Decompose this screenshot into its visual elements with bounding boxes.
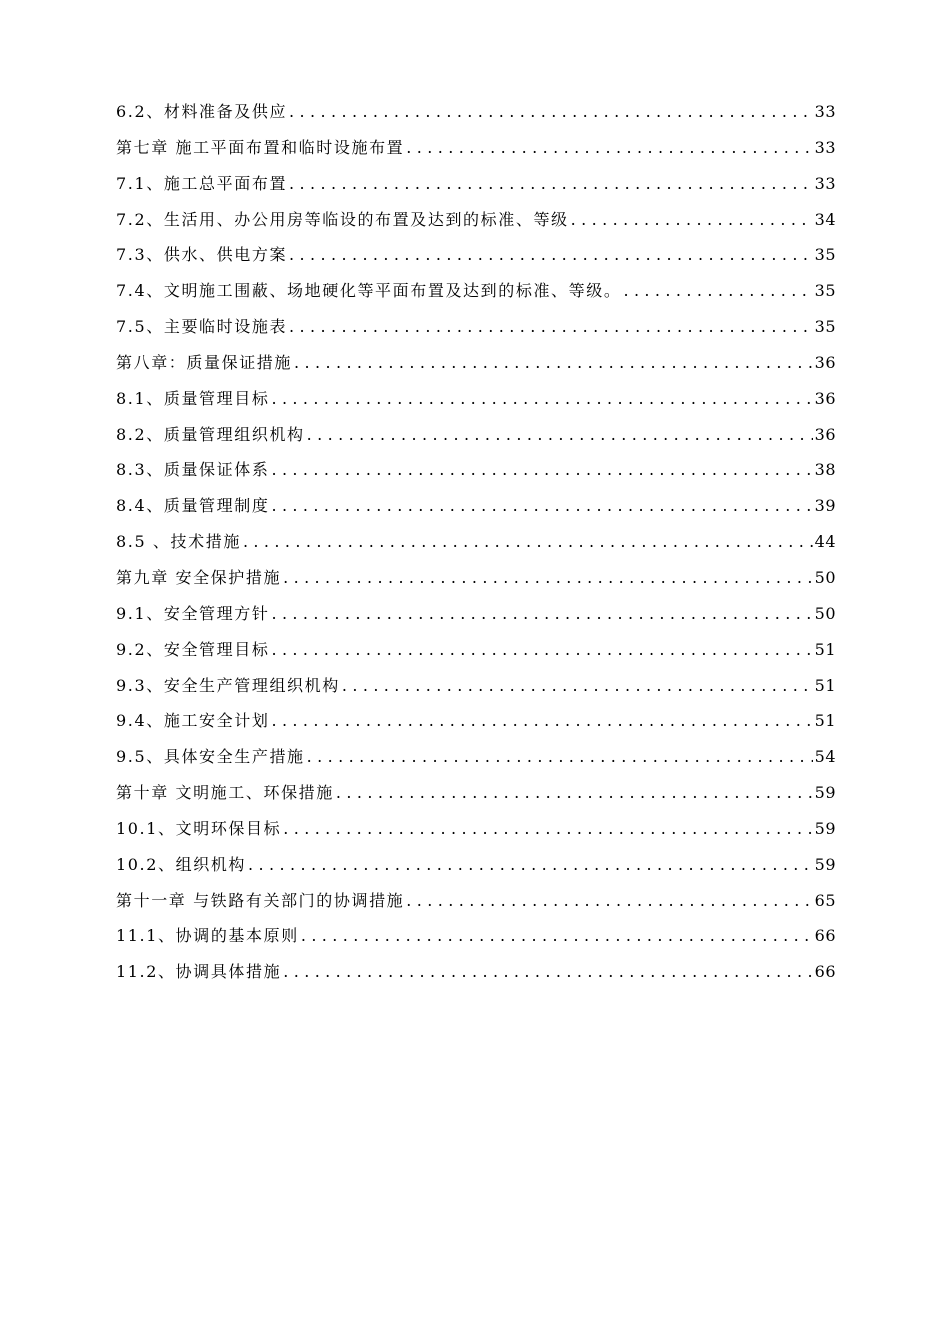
toc-entry-title: 8.1、质量管理目标 [116, 388, 270, 408]
toc-entry-title: 11.1、协调的基本原则 [116, 926, 299, 946]
toc-dot-leader [248, 851, 813, 879]
toc-dot-leader [289, 313, 813, 341]
toc-entry[interactable] [116, 564, 836, 600]
toc-dot-leader [289, 170, 813, 198]
toc-page-number: 39 [814, 496, 836, 516]
toc-entry[interactable] [116, 528, 836, 564]
toc-entry[interactable] [116, 313, 836, 349]
toc-dot-leader [271, 385, 812, 413]
toc-dot-leader [342, 672, 813, 700]
toc-dot-leader [283, 958, 812, 986]
toc-entry[interactable] [116, 600, 836, 636]
toc-entry[interactable] [116, 887, 836, 923]
toc-entry[interactable] [116, 636, 836, 672]
toc-entry[interactable] [116, 815, 836, 851]
toc-dot-leader [294, 349, 813, 377]
toc-entry-title: 9.3、安全生产管理组织机构 [116, 675, 340, 695]
toc-entry[interactable] [116, 958, 836, 994]
toc-entry[interactable] [116, 779, 836, 815]
toc-entry-title: 9.4、施工安全计划 [116, 711, 270, 731]
toc-dot-leader [307, 421, 813, 449]
toc-entry-title: 10.2、组织机构 [116, 854, 247, 874]
toc-page-number: 51 [814, 711, 836, 731]
toc-dot-leader [307, 743, 813, 771]
toc-entry-title: 7.5、主要临时设施表 [116, 317, 288, 337]
toc-entry-title: 第八章：质量保证措施 [116, 352, 293, 372]
toc-entry[interactable] [116, 170, 836, 206]
toc-entry-title: 9.1、安全管理方针 [116, 603, 270, 623]
table-of-contents [116, 98, 836, 994]
toc-entry[interactable] [116, 241, 836, 277]
toc-dot-leader [271, 456, 812, 484]
toc-entry[interactable] [116, 349, 836, 385]
toc-dot-leader [571, 206, 813, 234]
toc-entry[interactable] [116, 851, 836, 887]
toc-page-number: 33 [814, 102, 836, 121]
toc-entry[interactable] [116, 134, 836, 170]
toc-dot-leader [271, 636, 812, 664]
toc-entry[interactable] [116, 922, 836, 958]
toc-dot-leader [289, 98, 813, 126]
toc-entry-title: 7.2、生活用、办公用房等临设的布置及达到的标准、等级 [116, 209, 569, 229]
toc-page-number: 66 [814, 962, 836, 982]
toc-page-number: 35 [814, 317, 836, 337]
toc-page-number: 51 [814, 675, 836, 695]
toc-dot-leader [406, 887, 812, 915]
toc-entry-title: 第七章 施工平面布置和临时设施布置 [116, 137, 405, 157]
toc-entry[interactable] [116, 98, 836, 134]
toc-entry-title: 11.2、协调具体措施 [116, 962, 282, 982]
toc-page-number: 65 [814, 890, 836, 910]
toc-entry[interactable] [116, 385, 836, 421]
toc-page-number: 50 [814, 603, 836, 623]
toc-entry[interactable] [116, 421, 836, 457]
toc-entry-title: 第十章 文明施工、环保措施 [116, 783, 334, 803]
toc-entry-title: 6.2、材料准备及供应 [116, 102, 288, 121]
toc-dot-leader [271, 600, 812, 628]
toc-entry-title: 8.2、质量管理组织机构 [116, 424, 305, 444]
toc-page-number: 66 [814, 926, 836, 946]
toc-entry[interactable] [116, 456, 836, 492]
toc-dot-leader [271, 492, 812, 520]
toc-page-number: 36 [814, 424, 836, 444]
toc-page-number: 35 [814, 245, 836, 265]
toc-page-number: 51 [814, 639, 836, 659]
toc-entry[interactable] [116, 206, 836, 242]
toc-page-number: 33 [814, 173, 836, 193]
toc-entry-title: 8.4、质量管理制度 [116, 496, 270, 516]
toc-entry-title: 第九章 安全保护措施 [116, 567, 282, 587]
toc-entry[interactable] [116, 492, 836, 528]
toc-entry-title: 8.5 、技术措施 [116, 532, 241, 552]
toc-entry-title: 7.3、供水、供电方案 [116, 245, 288, 265]
toc-entry-title: 7.1、施工总平面布置 [116, 173, 288, 193]
toc-page-number: 44 [814, 532, 836, 552]
toc-entry[interactable] [116, 277, 836, 313]
toc-page-number: 59 [814, 854, 836, 874]
toc-page-number: 36 [814, 388, 836, 408]
toc-dot-leader [301, 922, 813, 950]
toc-page-number: 54 [814, 747, 836, 767]
toc-entry-title: 10.1、文明环保目标 [116, 818, 282, 838]
toc-dot-leader [283, 564, 813, 592]
toc-dot-leader [406, 134, 812, 162]
toc-entry[interactable] [116, 672, 836, 708]
toc-dot-leader [271, 707, 812, 735]
toc-entry[interactable] [116, 707, 836, 743]
toc-page-number: 35 [814, 281, 836, 301]
toc-dot-leader [283, 815, 812, 843]
toc-dot-leader [243, 528, 813, 556]
toc-dot-leader [336, 779, 813, 807]
toc-entry-title: 9.2、安全管理目标 [116, 639, 270, 659]
toc-page-number: 38 [814, 460, 836, 480]
toc-entry-title: 8.3、质量保证体系 [116, 460, 270, 480]
toc-page-number: 36 [814, 352, 836, 372]
toc-entry-title: 7.4、文明施工围蔽、场地硬化等平面布置及达到的标准、等级。 [116, 281, 622, 301]
toc-dot-leader [289, 241, 813, 269]
toc-entry[interactable] [116, 743, 836, 779]
toc-page-number: 50 [814, 567, 836, 587]
toc-page-number: 33 [814, 137, 836, 157]
toc-entry-title: 9.5、具体安全生产措施 [116, 747, 305, 767]
toc-dot-leader [623, 277, 812, 305]
toc-page-number: 59 [814, 818, 836, 838]
toc-page-number: 59 [814, 783, 836, 803]
toc-page-number: 34 [814, 209, 836, 229]
toc-entry-title: 第十一章 与铁路有关部门的协调措施 [116, 890, 405, 910]
